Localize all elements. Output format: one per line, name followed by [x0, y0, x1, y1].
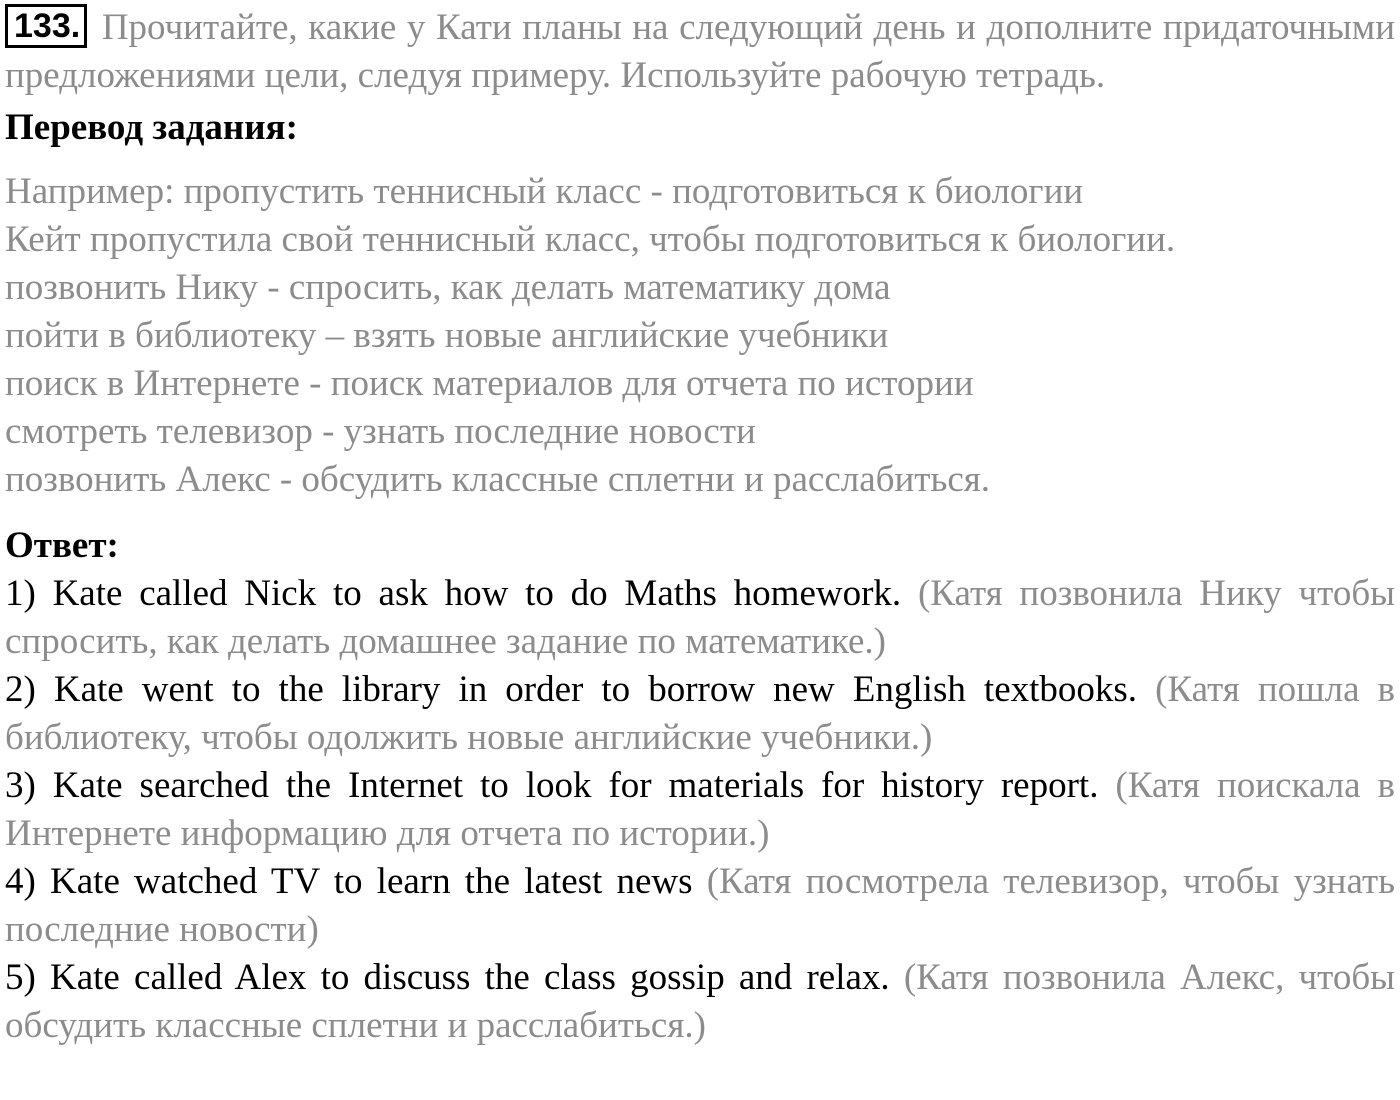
translation-line: поиск в Интернете - поиск материалов для отчета по истории — [5, 363, 974, 404]
answer-russian: (Катя пошла в библиотеку, чтобы одолжить новые английские учебники.) — [5, 669, 1396, 758]
answer-english: 5) Kate called Alex to discuss the class gossip and relax. — [5, 957, 890, 998]
document-page — [5, 4, 1395, 1050]
translation-line: смотреть телевизор - узнать последние новости — [5, 411, 756, 452]
answer-item — [5, 858, 1395, 954]
answer-english: 1) Kate called Nick to ask how to do Maths homework. — [5, 573, 902, 614]
answer-item — [5, 570, 1395, 666]
task-statement — [5, 4, 1395, 100]
answer-russian: (Катя поискала в Интернете информацию для отчета по истории.) — [5, 765, 1395, 854]
answer-russian: (Катя позвонила Нику чтобы спросить, как делать домашнее задание по математике.) — [5, 573, 1396, 662]
answer-item — [5, 762, 1395, 858]
answer-item — [5, 954, 1395, 1050]
answer-heading: Ответ: — [5, 525, 119, 566]
translation-line: Кейт пропустила свой теннисный класс, чтобы подготовиться к биологии. — [5, 219, 1176, 260]
answer-english: 4) Kate watched TV to learn the latest news — [5, 861, 693, 902]
translation-line: пойти в библиотеку – взять новые английские учебники — [5, 315, 889, 356]
answer-item — [5, 666, 1395, 762]
translation-block — [5, 168, 1395, 504]
translation-line: позвонить Алекс - обсудить классные сплетни и расслабиться. — [5, 459, 991, 500]
answer-russian: (Катя позвонила Алекс, чтобы обсудить классные сплетни и расслабиться.) — [5, 957, 1396, 1046]
answer-english: 2) Kate went to the library in order to borrow new English textbooks. — [5, 669, 1138, 710]
task-number: 133. — [5, 4, 87, 48]
answer-english: 3) Kate searched the Internet to look for materials for history report. — [5, 765, 1099, 806]
translation-heading: Перевод задания: — [5, 107, 298, 148]
translation-line: позвонить Нику - спросить, как делать математику дома — [5, 267, 891, 308]
task-text: Прочитайте, какие у Кати планы на следующий день и дополните придаточными предложениями цели, следуя примеру. Используйте рабочую тетрадь. — [5, 7, 1396, 96]
answer-list — [5, 570, 1395, 1050]
answer-russian: (Катя посмотрела телевизор, чтобы узнать последние новости) — [5, 861, 1395, 950]
translation-line: Например: пропустить теннисный класс - подготовиться к биологии — [5, 171, 1084, 212]
